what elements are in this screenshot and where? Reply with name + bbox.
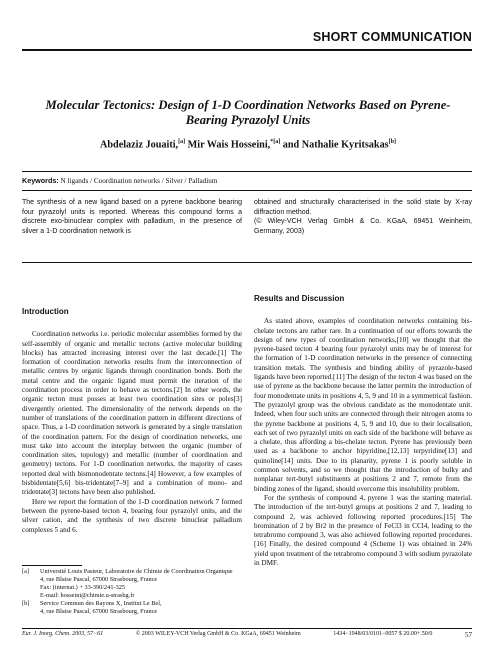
section-label: SHORT COMMUNICATION [312,30,472,44]
abstract-rule [22,262,472,263]
author-affiliation-mark: [b] [388,139,396,145]
footnote-text: Service Commun des Rayons X, Institut Le Bel, 4, rue Blaise Pascal, 67000 Strasbourg, France [40,600,162,615]
header-rule [22,49,472,51]
header-bar [0,0,496,8]
journal-citation: Eur. J. Inorg. Chem. 2003, 57−61 [22,631,104,637]
author-affiliation-mark: *[a] [270,139,281,145]
footnote-text: Université Louis Pasteur, Laboratoire de Chimie de Coordination Organique 4, rue Blaise Pascal, 67000 Strasbourg, France Fax: (internat.) + 33-390/241-325 E-mail: hosseini@chimie.u-strasbg.fr [40,568,233,599]
author-name: Mir Wais Hosseini, [187,139,271,151]
article-title: Molecular Tectonics: Design of 1-D Coordination Networks Based on Pyrene-Bearing Pyrazolyl Units [45,98,451,127]
affiliation-footnotes [22,568,242,616]
paragraph: Coordination networks i.e. periodic molecular assemblies formed by the self-assembly of organic and metallic tectons (active molecular building blocks) has attracted increasing interest over the last decade.[1] The formation of coordination networks results from the interconnection of metallic centres by organic ligands through coordination bonds. Both the metal centre and the organic ligand must permit the iteration of the coordination process in order to behave as tectons.[2] In other words, the organic tecton must posses at least two coordination sites or poles[3] divergently oriented. The dimensionality of the network depends on the number of translations of the coordination pattern in different directions of space. Thus, a 1-D coordination network is generated by a single translation of the coordination pattern. For the design of coordination networks, one must take into account the interplay between the organic (number of coordination sites, topology) and metallic (number of coordination and geometry) tectons. For 1-D coordination networks, the majority of cases reported deal with bismonodentate tectons.[4] However, a few examples of bisbidentate[5,6] bis-tridentate[7–9] and a combination of mono- and tridentate[3] tectons have been also published. [22,330,242,497]
keywords-rule-bottom [22,190,472,191]
page-number: 57 [465,631,472,639]
footnote-mark: [a] [22,568,29,575]
paragraph: Here we report the formation of the 1-D coordination network 7 formed between the pyrene-based tecton 4, bearing four pyrazolyl units, and the silver cation, and the synthesis of two discrete binuclear palladium complexes 5 and 6. [22,497,242,534]
page-footer [22,631,472,639]
footnote-rule [22,565,82,566]
footnote [22,568,242,600]
author-affiliation-mark: [a] [178,139,186,145]
introduction-heading: Introduction [22,307,69,316]
paragraph: As stated above, examples of coordination networks containing bis-chelate tectons are rather rare. In a continuation of our efforts towards the design of new types of coordination networks,[10] we thought that the pyrene-based tecton 4 bearing four pyrazolyl units may be of interest for the formation of 1-D coordination networks in the presence of connecting transition metals. The synthesis and binding ability of pyrazole-based ligands have been reported.[11] The design of the tecton 4 was based on the use of pyrene as the backbone because the latter permits the introduction of four monodentate units in positions 4, 5, 9 and 10 in a symmetrical fashion. The pyrazolyl group was the obvious candidate as the monodentate unit. Indeed, when four such units are connected through their nitrogen atoms to the pyrene backbone at positions 4, 5, 9 and 10, due to their localisation, each set of two pyrazolyl units on each side of the backbone will behave as a chelate, thus affording a bis-chelate tecton. Pyrene has previously been used as a backbone to anchor bipyridine,[12,13] terpyridine[13] and quinoline[14] units. Due to its planarity, pyrene 1 is poorly soluble in common solvents, and so we thought that the introduction of bulky and nonplanar tert-butyl substituents at positions 2 and 7, remote from the binding zones of the ligand, should overcome this insolubility problem. [254,317,472,493]
author-name: Abdelaziz Jouaiti, [100,139,179,151]
issn: 1434−1948/03/0101−0057 $ 20.00+.50/0 [333,631,433,637]
author-name: Nathalie Kyritsakas [301,139,389,151]
footnote-mark: [b] [22,600,30,607]
footnote [22,600,242,616]
right-column [254,294,472,568]
abstract-right: obtained and structurally characterised in the solid state by X-ray diffraction method. (© Wiley-VCH Verlag GmbH & Co. KGaA, 69451 Weinheim, Germany, 2003) [254,199,472,235]
keywords-line [22,176,472,185]
paragraph: For the synthesis of compound 4, pyrene 1 was the starting material. The introduction of the tert-butyl groups at positions 2 and 7, leading to compound 2, was achieved following reported procedures.[15] The bromination of 2 by Br2 in the presence of FeCl3 in CCl4, leading to the tetrabromo compound 3, was also achieved following reported procedures.[16] Finally, the desired compound 4 (Scheme 1) was obtained in 24% yield upon treatment of the tetrabromo compound 3 with sodium pyrazolate in DMF. [254,493,472,568]
abstract-left: The synthesis of a new ligand based on a pyrene backbone bearing four pyrazolyl units is reported. Whereas this compound forms a discrete exo-binuclear complex with palladium, in the presence of silver a 1-D coordination network is [22,199,242,235]
author-conjunction: and [282,139,300,151]
keywords-rule-top [22,171,472,172]
keywords-text: N ligands / Coordination networks / Silver / Palladium [60,177,218,185]
author-line [30,139,466,150]
left-column [22,307,242,535]
footer-rule [22,628,472,629]
keywords-label: Keywords: [22,176,59,185]
copyright: © 2003 WILEY-VCH Verlag GmbH & Co. KGaA, 69451 Weinheim [135,631,301,637]
results-heading: Results and Discussion [254,294,345,303]
